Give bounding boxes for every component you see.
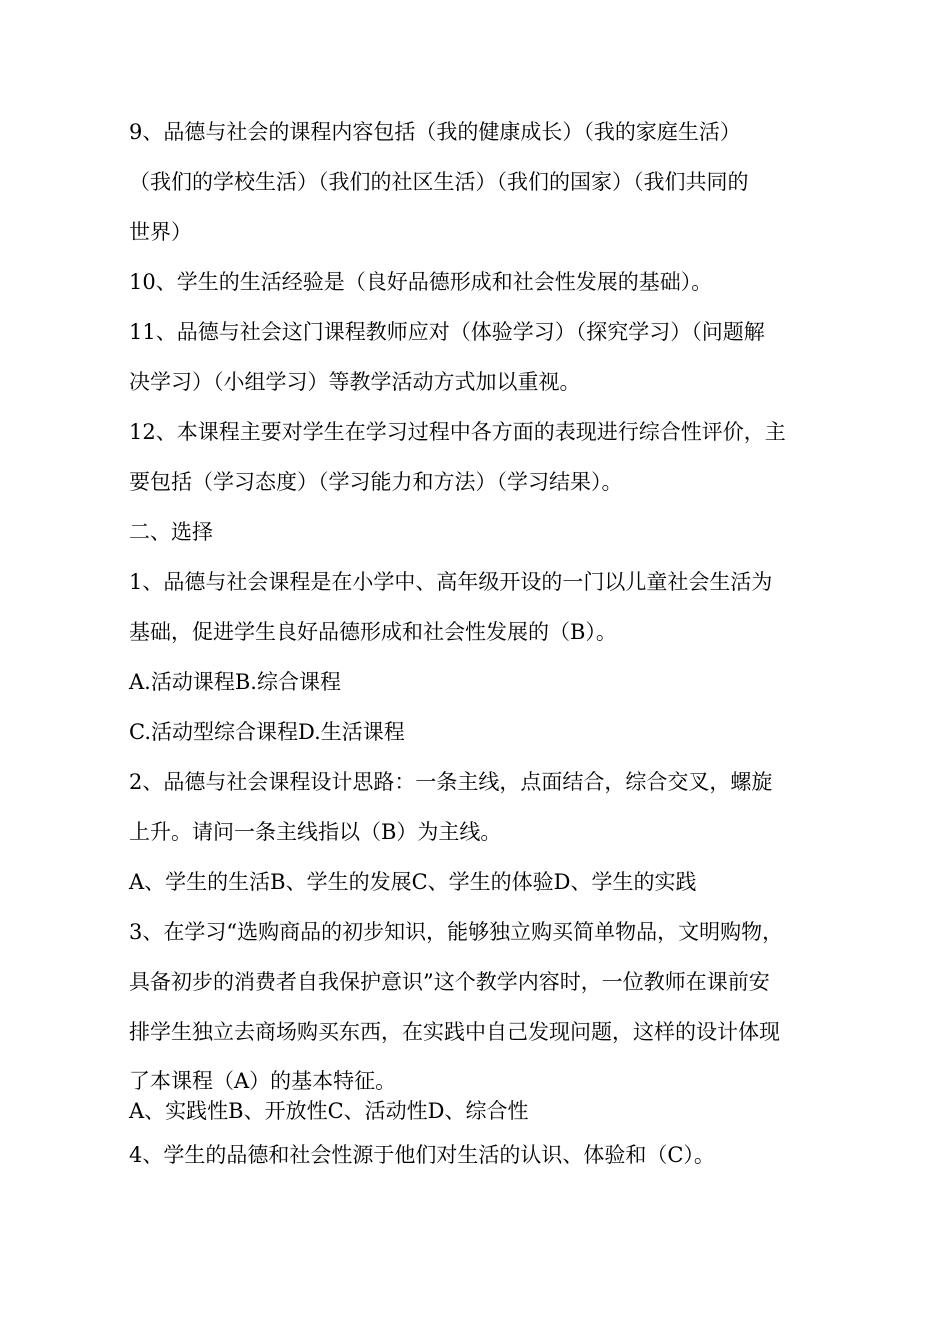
- text-line: 12、本课程主要对学生在学习过程中各方面的表现进行综合性评价，主: [129, 420, 786, 444]
- text-line: 3、在学习“选购商品的初步知识，能够独立购买简单物品，文明购物，: [129, 920, 784, 944]
- text-line: 基础，促进学生良好品德形成和社会性发展的（B）。: [129, 620, 617, 644]
- option-line: A、实践性B、开放性C、活动性D、综合性: [129, 1099, 529, 1123]
- text-line: 10、学生的生活经验是（良好品德形成和社会性发展的基础）。: [129, 270, 713, 294]
- text-line: 2、品德与社会课程设计思路：一条主线，点面结合，综合交叉，螺旋: [129, 770, 773, 794]
- text-line: 排学生独立去商场购买东西，在实践中自己发现问题，这样的设计体现: [129, 1020, 780, 1044]
- text-line: 具备初步的消费者自我保护意识”这个教学内容时，一位教师在课前安: [129, 970, 770, 994]
- option-line: C.活动型综合课程D.生活课程: [129, 720, 405, 744]
- option-line: A.活动课程B.综合课程: [129, 670, 341, 694]
- section-heading: 二、选择: [129, 520, 213, 544]
- text-line: 世界）: [129, 220, 192, 244]
- option-line: A、学生的生活B、学生的发展C、学生的体验D、学生的实践: [129, 870, 697, 894]
- text-line: （我们的学校生活）（我们的社区生活）（我们的国家）（我们共同的: [129, 170, 749, 194]
- text-line: 11、品德与社会这门课程教师应对（体验学习）（探究学习）（问题解: [129, 320, 765, 344]
- text-line: 要包括（学习态度）（学习能力和方法）（学习结果）。: [129, 470, 623, 494]
- text-line: 决学习）（小组学习）等教学活动方式加以重视。: [129, 370, 581, 394]
- text-line: 了本课程（A）的基本特征。: [129, 1069, 397, 1093]
- text-line: 4、学生的品德和社会性源于他们对生活的认识、体验和（C）。: [129, 1143, 715, 1167]
- text-line: 1、品德与社会课程是在小学中、高年级开设的一门以儿童社会生活为: [129, 570, 773, 594]
- text-line: 9、品德与社会的课程内容包括（我的健康成长）（我的家庭生活）: [129, 120, 741, 144]
- text-line: 上升。请问一条主线指以（B）为主线。: [129, 820, 502, 844]
